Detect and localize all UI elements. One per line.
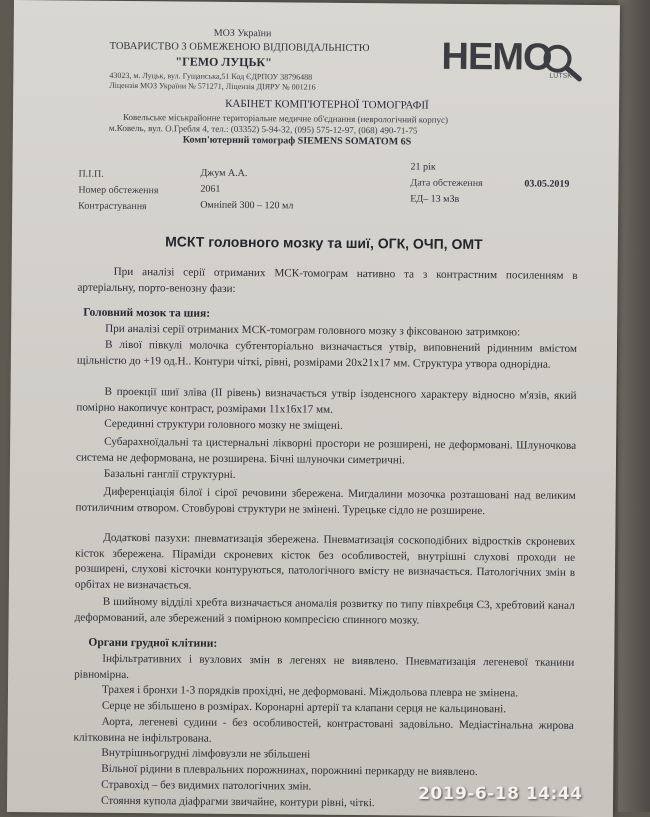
- chest-para-4: Аорта, легеневі судини - без особливостей, контрастовані задовільно. Медіастінальна жирова клітковина не інфільтрована.: [73, 715, 574, 745]
- chest-para-6: Вільної рідини в плевральних порожнинах, порожнині перикарду не виявлено.: [101, 762, 478, 779]
- chest-para-2: Трахея і бронхи 1-3 порядків прохідні, не деформовані. Міждольова плевра не змінена.: [101, 683, 519, 700]
- brain-para-7: Диференціація білої і сірої речовини збережена. Мигдалини мозочка розташовані над великим потиличним отвором. Стовбурові структури не змінені. Турецьке сідло не розширене.: [75, 485, 576, 517]
- date-label: Дата обстеження: [410, 177, 483, 190]
- background-edge: [618, 0, 650, 812]
- brain-para-9: В шийному відділі хребта визначається аномалія розвитку по типу півхребця С3, хребтовий канал деформований, але збережений з помірною компресією спинного мозку.: [74, 595, 575, 627]
- company-name: "ГЕМО ЛУЦЬК": [175, 54, 272, 70]
- chest-para-8: Стояння купола діафрагми звичайне, контури рівні, чіткі.: [100, 794, 375, 810]
- intro-paragraph: При аналізі серії отриманих МСК-томограм нативно та з контрастним посиленням в артеріальну, порто-венозну фази:: [77, 265, 578, 295]
- brain-para-8: Додаткові пазухи: пневматизація збережена. Пневматизація соскоподібних відростків скроневих кісток збережена. Піраміди скроневих кісток без особливостей, внутрішні слухові проходи не розширені, слухові кісточки контуруються, патологічного вмісту не визначається. Патологічних змін в орбітах не визначається.: [74, 531, 576, 592]
- brain-para-1: При аналізі серії отриманих МСК-томограм головного мозку з фіксованою затримкою:: [105, 322, 521, 339]
- date-value: 03.05.2019: [524, 178, 570, 190]
- exam-no-value: 2061: [200, 183, 221, 195]
- logo-subtitle: LUTSK: [549, 72, 572, 80]
- license-line: Ліцензія МОЗ України № 571271, Ліцензія ДІЯРУ № 001216: [109, 80, 316, 92]
- contacts-line: м.Ковель, вул. О.Гребля 4, тел.: (03352) 5-94-32, (095) 575-12-97, (068) 490-71-75: [108, 122, 418, 136]
- brain-para-5: Субарахноїдальні та цистернальні лікворні простори не розширені, не деформовані. Шлуночкова система не деформована, не розширена. Бічні шлуночки симетричні.: [75, 435, 577, 467]
- logo-text: HEMO: [441, 35, 552, 79]
- address-line: 43023, м. Луцьк, вул. Гущанська,51 Код ЄДРПОУ 38796488: [109, 70, 313, 82]
- chest-para-3: Серце не збільшено в розмірах. Коронарні артерії та клапани серця не кальциновані.: [101, 699, 507, 716]
- cabinet-title: КАБІНЕТ КОМП'ЮТЕРНОЇ ТОМОГРАФІЇ: [225, 97, 429, 112]
- association-line: Ковельське міськрайонне територіальне медичне об'єднання (неврологічний корпус): [122, 111, 449, 125]
- brain-para-3: В проекції шиї зліва (II рівень) визначається утвір ізоденсного характеру відносно м'язів, який помірно накопичує контраст, розмірами 11х16х17 мм.: [76, 385, 577, 416]
- dose-value: ЕД– 13 мЗв: [410, 193, 460, 205]
- brain-para-4: Серединні структури головного мозку не зміщені.: [104, 417, 343, 432]
- brain-para-6: Базальні ганглії структурні.: [103, 467, 236, 481]
- scanner-line: Комп'ютерний томограф SIEMENS SOMATOM 6S: [182, 134, 412, 148]
- section-head-chest: Органи грудної клітини:: [88, 636, 218, 650]
- ministry-line: МОЗ України: [213, 27, 272, 40]
- photo-timestamp: 2019-6-18 14:44: [418, 784, 583, 804]
- pib-label: П.І.П.: [78, 168, 104, 180]
- age-value: 21 рік: [410, 161, 436, 173]
- section-head-brain: Головний мозок та шия:: [83, 306, 211, 320]
- contrast-label: Контрастування: [78, 200, 147, 213]
- brain-para-2: В лівої півкулі молочка субтенторіально визначається утвір, виповнений рідинним вмістом щільністю до +19 од.Н.. Контури чіткі, рівні, розмірами 20х21х17 мм. Структура утвора однорідна.: [76, 338, 578, 371]
- exam-no-label: Номер обстеження: [78, 184, 159, 197]
- chest-para-5: Внутрішньогрудні лімфовузли не збільшені: [101, 746, 311, 761]
- company-line: ТОВАРИСТВО З ОБМЕЖЕНОЮ ВІДПОВІДАЛЬНІСТЮ: [109, 40, 370, 55]
- chest-para-1: Інфільтративних і вузлових змін в легенях не виявлено. Пневматизація легеневої тканини рівномірна.: [74, 652, 575, 681]
- pib-value: Джум А.А.: [200, 167, 248, 180]
- chest-para-7: Стравохід – без видимих патологічних змін.: [101, 778, 312, 793]
- contrast-value: Омніпей 300 – 120 мл: [200, 199, 294, 212]
- document-page: [7, 0, 620, 817]
- hemo-logo: [441, 36, 591, 85]
- report-title: МСКТ головного мозку та шиї, ОГК, ОЧП, ОМТ: [165, 233, 483, 253]
